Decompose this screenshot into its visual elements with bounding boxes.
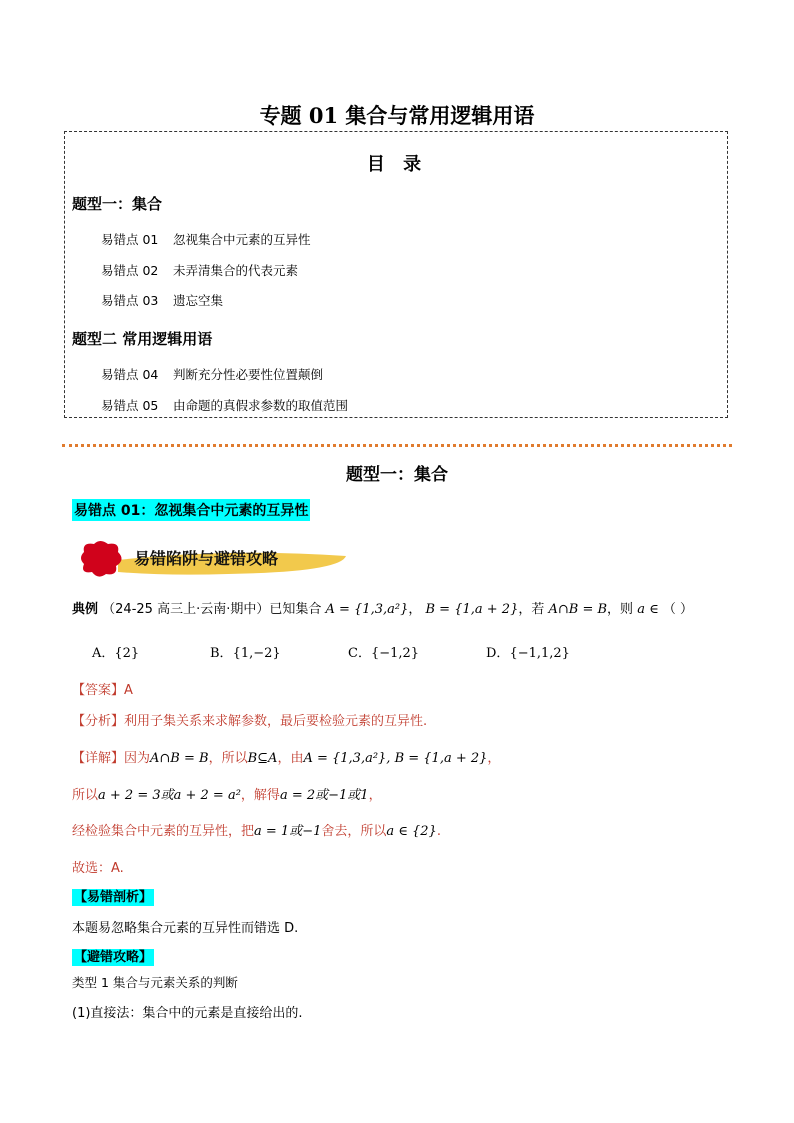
section-divider: [62, 444, 732, 447]
option-a[interactable]: [92, 642, 139, 661]
answer-value: A: [124, 683, 133, 698]
detail-text: ，由: [277, 751, 304, 766]
toc-item[interactable]: [101, 261, 298, 279]
detail-text: ，: [487, 751, 501, 766]
toc-item-text: 忽视集合中元素的互异性: [173, 232, 311, 247]
detail-math: B⊆A: [247, 751, 278, 766]
detail-math: a + 2 = 3或a + 2 = a²: [98, 788, 241, 803]
detail-line-3: [72, 820, 441, 839]
example-source: （24-25 高三上·云南·期中）已知集合: [102, 602, 322, 617]
mistake-analysis-label: 【易错剖析】: [74, 890, 153, 905]
part-title: 题型一：集合: [346, 465, 448, 485]
detail-line-2: [72, 784, 382, 803]
detail-math: A∩B = B: [150, 751, 209, 766]
detail-line-1: [72, 747, 500, 766]
toc-item-number: 易错点 01: [101, 232, 159, 247]
toc-item-number: 易错点 03: [101, 293, 159, 308]
example-question: [72, 598, 693, 617]
option-value: {−1,2}: [370, 646, 420, 661]
example-label: 典例: [72, 602, 99, 617]
option-label: B．: [210, 646, 233, 661]
analysis-line: [72, 710, 427, 729]
banner-text: 易错陷阱与避错攻略: [134, 549, 279, 568]
toc-item-number: 易错点 04: [101, 367, 159, 382]
analysis-text: 利用子集关系来求解参数，最后要检验元素的互异性.: [124, 714, 428, 729]
document-title: 专题 01 集合与常用逻辑用语: [259, 103, 535, 128]
detail-math: A = {1,3,a²}, B = {1,a + 2}: [303, 751, 488, 766]
detail-math: a = 2或−1或1: [279, 788, 369, 803]
strategy-label: 【避错攻略】: [74, 950, 153, 965]
answer-tag: 【答案】: [72, 683, 125, 698]
analysis-tag: 【分析】: [72, 714, 125, 729]
toc-section-title-1: 题型一：集合: [72, 195, 163, 213]
question-ask: a ∈: [637, 602, 659, 617]
toc-item[interactable]: [101, 291, 223, 309]
condition: A∩B = B: [548, 602, 608, 617]
detail-text: 因为: [124, 751, 151, 766]
detail-text: 经检验集合中元素的互异性，把: [72, 824, 255, 839]
toc-item-number: 易错点 05: [101, 398, 159, 413]
mistake-analysis-tag: [72, 886, 154, 905]
toc-item[interactable]: [101, 230, 311, 248]
detail-text: ，所以: [208, 751, 248, 766]
toc-item-text: 未弄清集合的代表元素: [173, 263, 299, 278]
mistake-analysis-text: 本题易忽略集合元素的互异性而错选 D.: [72, 921, 299, 936]
toc-item-text: 遗忘空集: [173, 293, 224, 308]
option-label: D．: [486, 646, 510, 661]
choose-line: 故选：A.: [72, 861, 124, 876]
toc-item[interactable]: [101, 365, 323, 383]
toc-item-text: 由命题的真假求参数的取值范围: [173, 398, 349, 413]
set-a: A = {1,3,a²}: [325, 602, 409, 617]
detail-math: a = 1或−1: [254, 824, 322, 839]
option-c[interactable]: [348, 642, 419, 661]
condition-prefix: ，若: [518, 602, 545, 617]
separator: ，: [408, 602, 422, 617]
option-value: {1,−2}: [232, 646, 281, 661]
toc-item[interactable]: [101, 396, 348, 414]
toc-heading: 目 录: [366, 154, 428, 175]
toc-item-text: 判断充分性必要性位置颠倒: [173, 367, 324, 382]
banner-red-blob: [81, 541, 122, 577]
detail-text: ，解得: [240, 788, 280, 803]
option-value: {−1,1,2}: [509, 646, 570, 661]
option-label: C．: [348, 646, 371, 661]
option-label: A．: [92, 646, 115, 661]
error-point-label: 易错点 01：忽视集合中元素的互异性: [72, 499, 310, 521]
toc-section-title-2: 题型二 常用逻辑用语: [72, 330, 213, 348]
strategy-type-1: 类型 1 集合与元素关系的判断: [72, 975, 238, 990]
detail-text: .: [436, 824, 441, 839]
strategy-method-1: (1)直接法：集合中的元素是直接给出的.: [72, 1006, 303, 1021]
answer-line: [72, 679, 133, 698]
detail-text: 所以: [72, 788, 99, 803]
option-b[interactable]: [210, 642, 281, 661]
detail-text: 舍去，所以: [321, 824, 387, 839]
strategy-tag: [72, 946, 154, 965]
detail-tag: 【详解】: [72, 751, 125, 766]
option-d[interactable]: [486, 642, 570, 661]
option-value: {2}: [114, 646, 140, 661]
toc-item-number: 易错点 02: [101, 263, 159, 278]
answer-paren: （ ）: [662, 602, 693, 617]
detail-text: ，: [368, 788, 382, 803]
condition-suffix: ，则: [607, 602, 634, 617]
detail-math: a ∈ {2}: [386, 824, 437, 839]
set-b: B = {1,a + 2}: [425, 602, 519, 617]
